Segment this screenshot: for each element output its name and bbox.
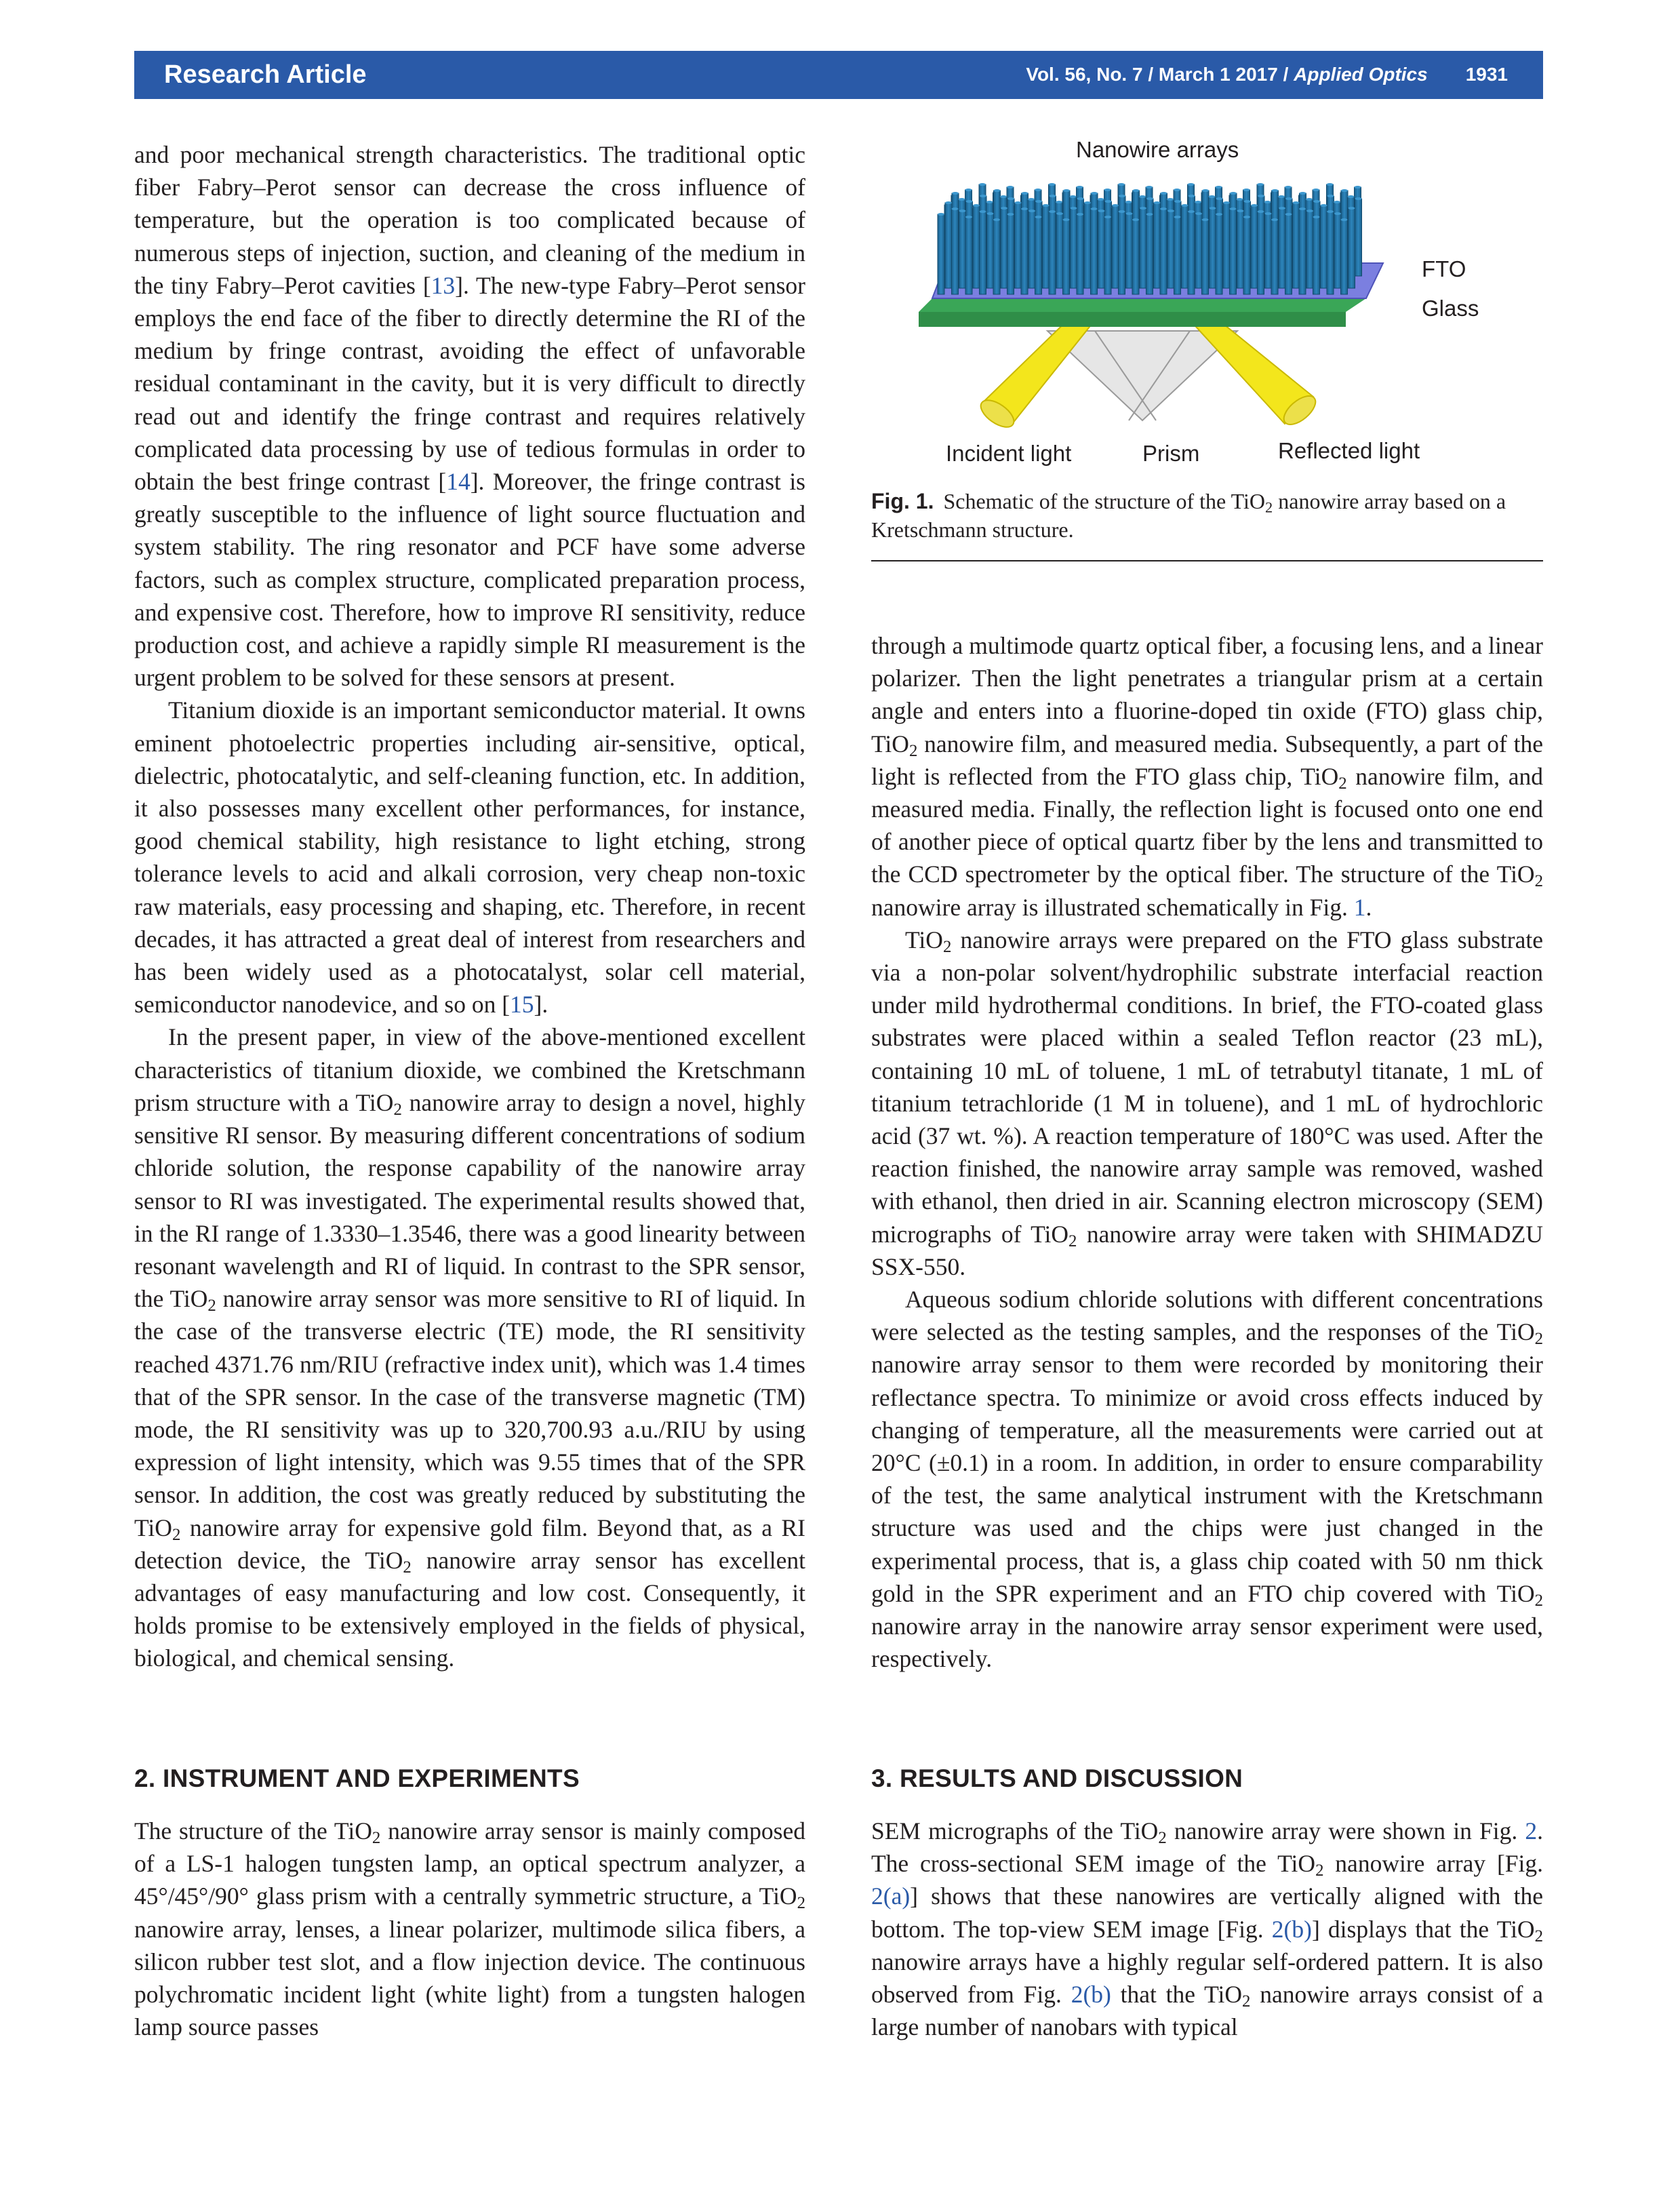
nanowire-rod-top: [1091, 192, 1098, 195]
nanowire-rod-top: [1007, 213, 1014, 216]
figure-link-2a[interactable]: 2(a): [871, 1882, 911, 1910]
nanowire-rod: [973, 205, 980, 288]
nanowire-rod: [1084, 203, 1091, 288]
nanowire-rod-top: [1035, 200, 1042, 203]
nanowire-rod-top: [966, 200, 973, 203]
nanowire-rod: [1265, 214, 1272, 288]
nanowire-rod-top: [1119, 210, 1125, 213]
nanowire-rod-top: [1355, 197, 1362, 200]
nanowire-rod-top: [1244, 200, 1251, 203]
nanowire-rod-top: [1104, 216, 1111, 218]
nanowire-rod: [1160, 209, 1167, 294]
nanowire-rod-top: [1216, 213, 1222, 216]
nanowire-rod: [1146, 214, 1153, 294]
nanowire-rod: [1243, 217, 1250, 294]
nanowire-rod-top: [1084, 201, 1091, 204]
nanowire-rod-top: [1188, 210, 1195, 213]
nanowire-rod-top: [1341, 189, 1348, 192]
nanowire-rod: [1091, 209, 1098, 294]
article-type-label: Research Article: [164, 60, 367, 89]
nanowire-rod: [1188, 212, 1195, 294]
nanowire-rod-top: [1237, 210, 1244, 212]
label-fto: FTO: [1422, 256, 1466, 281]
nanowire-rod: [987, 214, 994, 288]
nanowire-rod: [938, 214, 944, 294]
nanowire-rod: [980, 212, 986, 294]
nanowire-rod-top: [1355, 186, 1361, 189]
nanowire-rod-top: [1174, 216, 1181, 218]
section-heading-instrument: 2. INSTRUMENT AND EXPERIMENTS: [134, 1764, 580, 1792]
nanowire-rod-top: [1327, 183, 1334, 186]
nanowire-rod-top: [1313, 189, 1319, 191]
nanowire-rod-top: [1327, 195, 1334, 197]
journal-header-banner: [134, 51, 1543, 99]
nanowire-rod: [1216, 214, 1222, 294]
nanowire-rod-top: [1007, 197, 1014, 200]
nanowire-rod-top: [1188, 195, 1195, 197]
nanowire-rod-top: [1306, 198, 1313, 201]
nanowire-rod-top: [1209, 195, 1216, 198]
nanowire-rod-top: [1126, 212, 1133, 215]
paragraph-preparation: TiO$_2$ nanowire arrays were prepared on the FTO glass substrate via a non-polar solvent/hydrophilic substrate interfacial reaction under mild hydrothermal conditions. In brief, the FTO-coated glass substrates were placed within a sealed Teflon reactor (23 mL), containing 10 mL of toluene, 1 mL of tetrabutyl titanate, 1 mL of titanium tetrachloride (1 M in toluene), and 1 mL of hydrochloric acid (37 wt. %). A reaction temperature of 180°C was used. After the reaction finished, the nanowire array sample was removed, washed with ethanol, then dried in air. Scanning electron microscopy (SEM) micrographs of TiO$_2$ nanowire array were taken with SHIMADZU SSX-550.: [871, 926, 1543, 1280]
nanowire-rod-top: [1112, 204, 1119, 207]
nanowire-rod-top: [945, 201, 952, 204]
nanowire-rod-top: [1035, 216, 1042, 218]
nanowire-rod-top: [1210, 207, 1216, 210]
nanowire-rod-top: [952, 208, 959, 210]
nanowire-rod-top: [1278, 195, 1285, 198]
nanowire-rod: [1306, 211, 1313, 288]
nanowire-rod-top: [1285, 213, 1292, 216]
nanowire-rod-top: [1334, 201, 1340, 203]
label-incident-light: Incident light: [946, 441, 1072, 466]
nanowire-rod-top: [1146, 197, 1153, 200]
nanowire-rod-top: [1313, 200, 1320, 203]
right-column-text: [871, 629, 1543, 1676]
nanowire-rod-top: [1174, 200, 1181, 203]
page-number: 1931: [1465, 64, 1508, 85]
nanowire-rod-top: [1188, 183, 1195, 186]
figure-link-2b-second[interactable]: 2(b): [1071, 1981, 1111, 2009]
nanowire-rod-top: [1300, 192, 1306, 195]
nanowire-rod-top: [980, 195, 986, 197]
nanowire-rod-top: [1105, 200, 1112, 203]
nanowire-rod: [1341, 220, 1348, 294]
nanowire-rod: [1210, 208, 1216, 288]
nanowire-rod-top: [965, 189, 972, 191]
nanowire-rod-top: [1243, 216, 1250, 218]
nanowire-rod-top: [1098, 198, 1104, 201]
nanowire-rod-top: [1279, 207, 1285, 210]
journal-citation: [1026, 64, 1508, 85]
nanowire-rod-top: [1028, 210, 1035, 212]
paragraph-testing-samples: Aqueous sodium chloride solutions with different concentrations were selected as the testing samples, and the responses of the TiO$_2$ nanowire array sensor to them were recorded by monitoring their reflectance spectra. To minimize or avoid cross effects induced by changing of temperature, all the measurements were carried out at 20°C (±0.1) in a room. In addition, in order to ensure comparability of the test, the same analytical instrument with the Kretschmann structure was used and the chips were just changed in the experimental process, that is, a glass chip coated with 50 nm thick gold in the SPR experiment and an FTO chip covered with TiO$_2$ nanowire array in the nanowire array sensor experiment were used, respectively.: [871, 1286, 1543, 1673]
nanowire-rod-top: [938, 213, 944, 216]
nanowire-rod-top: [1230, 208, 1237, 210]
nanowire-rod-top: [1349, 207, 1355, 210]
nanowire-rod-top: [1258, 210, 1264, 213]
nanowire-rod-top: [1063, 189, 1070, 192]
nanowire-rod-top: [1161, 192, 1167, 195]
nanowire-rod-top: [979, 183, 986, 186]
nanowire-rod-top: [1146, 186, 1153, 189]
nanowire-rod-top: [1216, 197, 1223, 200]
nanowire-rod-top: [1202, 218, 1209, 221]
glass-layer-side: [919, 312, 1346, 327]
nanowire-rod-top: [1118, 183, 1125, 186]
nanowire-rod-top: [1167, 210, 1174, 212]
nanowire-rod-top: [1028, 198, 1035, 201]
label-nanowire-arrays: Nanowire arrays: [1076, 137, 1239, 162]
nanowire-rod-top: [1140, 207, 1146, 210]
nanowire-rod-top: [1022, 192, 1028, 195]
nanowire-rod: [1007, 214, 1014, 294]
nanowire-rod-top: [1160, 208, 1167, 210]
nanowire-rod: [1174, 217, 1181, 294]
nanowire-rod: [1230, 209, 1237, 294]
journal-name: Applied Optics: [1294, 64, 1428, 85]
nanowire-rod-top: [1077, 213, 1083, 216]
nanowire-rod-top: [1334, 212, 1341, 215]
nanowire-rod-top: [1056, 212, 1063, 215]
reference-link-13[interactable]: 13: [431, 271, 456, 299]
nanowire-rod: [1182, 205, 1188, 288]
nanowire-rod-top: [1070, 195, 1077, 198]
reference-link-14[interactable]: 14: [446, 468, 471, 496]
nanowire-rod-top: [987, 212, 994, 215]
nanowire-rod: [1223, 203, 1230, 288]
nanowire-rod: [1279, 208, 1285, 288]
nanowire-rod-top: [1341, 218, 1348, 221]
figure-1-schematic: [871, 136, 1543, 475]
nanowire-rod: [1202, 220, 1209, 294]
nanowire-rod-top: [1167, 198, 1174, 201]
label-prism: Prism: [1142, 441, 1200, 466]
nanowire-rod-top: [1050, 195, 1056, 197]
nanowire-rod: [1077, 214, 1083, 294]
nanowire-rod: [1140, 208, 1146, 288]
nanowire-rod-top: [1223, 201, 1230, 204]
nanowire-rod: [1154, 203, 1161, 288]
nanowire-rod: [1119, 212, 1125, 294]
nanowire-rod-top: [1285, 197, 1292, 200]
nanowire-rod-top: [1098, 210, 1105, 212]
nanowire-rod-top: [1091, 208, 1098, 210]
figure-caption-label: Fig. 1.: [871, 489, 934, 513]
nanowire-rod: [1001, 208, 1007, 288]
nanowire-rod-top: [1049, 210, 1056, 213]
nanowire-rod-top: [1237, 198, 1243, 201]
nanowire-rod: [1132, 220, 1139, 294]
nanowire-rod: [1028, 211, 1035, 288]
nanowire-rod-top: [1015, 201, 1022, 204]
nanowire-rod-top: [1258, 195, 1264, 197]
nanowire-rod-top: [1243, 189, 1250, 191]
nanowire-rod-top: [1293, 201, 1300, 204]
figure-link-2[interactable]: 2: [1525, 1817, 1538, 1844]
paragraph-light-path: through a multimode quartz optical fiber, a focusing lens, and a linear polarizer. Then the light penetrates a triangular prism at a certain angle and enters into a fluorine-doped tin oxide (FTO) glass chip, TiO$_2$ nanowire film, and measured media. Subsequently, a part of the light is reflected from the FTO glass chip, TiO$_2$ nanowire film, and measured media. Finally, the reflection light is focused onto one end of another piece of optical quartz fiber by the lens and transmitted to the CCD spectrometer by the optical fiber. The structure of the TiO$_2$ nanowire array is illustrated schematically in Fig. 1.: [871, 632, 1543, 921]
nanowire-rod-top: [1133, 189, 1140, 192]
nanowire-rod-top: [1035, 189, 1041, 191]
nanowire-rod-top: [980, 210, 986, 213]
nanowire-rod-top: [1195, 212, 1202, 215]
nanowire-rod-top: [986, 201, 993, 203]
nanowire-rod: [959, 211, 966, 288]
nanowire-rod: [1015, 203, 1022, 288]
nanowire-rod-top: [959, 210, 966, 212]
nanowire-rod: [1098, 211, 1105, 288]
nanowire-rod-top: [952, 192, 959, 195]
nanowire-rod-top: [1216, 186, 1222, 189]
nanowire-rod: [965, 217, 972, 294]
nanowire-rod-top: [1251, 204, 1258, 207]
nanowire-rod-top: [1071, 207, 1077, 210]
nanowire-rod-top: [1264, 201, 1271, 203]
nanowire-rod-top: [1007, 186, 1014, 189]
nanowire-rod: [1355, 199, 1362, 276]
nanowire-rod-top: [1043, 204, 1050, 207]
nanowire-rod-top: [1265, 212, 1272, 215]
nanowire-rod-top: [1049, 183, 1056, 186]
nanowire-rod-top: [1348, 195, 1355, 198]
nanowire-rod: [1056, 214, 1063, 288]
nanowire-rod-top: [1119, 195, 1125, 197]
reference-link-15[interactable]: 15: [510, 991, 534, 1019]
nanowire-rod-top: [1125, 201, 1132, 203]
nanowire-rod: [945, 203, 952, 288]
nanowire-rod-top: [1285, 186, 1292, 189]
nanowire-rod-top: [1146, 213, 1153, 216]
nanowire-rod-top: [1202, 189, 1209, 192]
nanowire-rod: [1035, 217, 1042, 294]
nanowire-rod: [1271, 220, 1278, 294]
nanowire-rod-top: [1063, 218, 1070, 221]
nanowire-rod: [1112, 205, 1119, 288]
nanowire-rod-top: [1182, 204, 1188, 207]
nanowire-rod: [1021, 209, 1028, 294]
nanowire-rod-top: [1230, 192, 1237, 195]
nanowire-rod-top: [1154, 201, 1161, 204]
nanowire-rod: [1167, 211, 1174, 288]
section-heading-results: 3. RESULTS AND DISCUSSION: [871, 1764, 1243, 1792]
nanowire-rod-top: [1056, 201, 1062, 203]
nanowire-rod-top: [1195, 201, 1201, 203]
volume-issue-date: Vol. 56, No. 7 / March 1 2017 /: [1026, 64, 1294, 85]
nanowire-rod-top: [1327, 210, 1334, 213]
nanowire-rod-top: [1139, 195, 1146, 198]
nanowire-rod-top: [1001, 207, 1007, 210]
nanowire-rod-top: [993, 218, 1000, 221]
nanowire-rod: [1285, 214, 1292, 294]
nanowire-rod: [952, 209, 959, 294]
nanowire-rod: [1195, 214, 1202, 288]
nanowire-rod: [1299, 209, 1306, 294]
paragraph-instrument: The structure of the TiO$_2$ nanowire array sensor is mainly composed of a LS-1 halogen tungsten lamp, an optical spectrum analyzer, a 45°/45°/90° glass prism with a centrally symmetric structure, a TiO$_2$ nanowire array, lenses, a linear polarizer, multimode silica fibers, a silicon rubber test slot, and a flow injection device. The continuous polychromatic incident light (white light) from a tungsten halogen lamp source passes: [134, 1817, 805, 2041]
nanowire-rod: [1043, 205, 1050, 288]
nanowire-rod: [1251, 205, 1258, 288]
nanowire-rod: [1126, 214, 1133, 288]
nanowire-rod: [1063, 220, 1070, 294]
nanowire-rod: [993, 220, 1000, 294]
nanowire-rod: [1293, 203, 1300, 288]
nanowire-rod-top: [1271, 218, 1278, 221]
nanowire-rod: [1334, 214, 1341, 288]
nanowire-rod: [1071, 208, 1077, 288]
nanowire-rod-top: [1174, 189, 1180, 191]
nanowire-array: [938, 183, 1362, 294]
nanowire-rod-top: [1299, 208, 1306, 210]
glass-layer: [919, 298, 1366, 312]
nanowire-rod: [1321, 205, 1327, 288]
nanowire-rod-top: [965, 216, 972, 218]
caption-divider: [871, 560, 1543, 561]
nanowire-rod-top: [1021, 208, 1028, 210]
nanowire-rod-top: [1257, 183, 1264, 186]
figure-1-caption: Fig. 1. Schematic of the structure of the TiO$_2$ nanowire array based on a Kretschmann structure.: [871, 489, 1506, 542]
nanowire-rod-top: [1313, 216, 1320, 218]
nanowire-rod: [1049, 212, 1056, 294]
nanowire-rod-top: [959, 198, 965, 201]
left-column-text: [134, 138, 805, 1675]
section3-text: [871, 1815, 1543, 2043]
paragraph-sem: SEM micrographs of the TiO$_2$ nanowire array were shown in Fig. 2. The cross-sectional SEM image of the TiO$_2$ nanowire array [Fig. 2(a)] shows that these nanowires are vertically aligned with the bottom. The top-view SEM image [Fig. 2(b)] displays that the TiO$_2$ nanowire arrays have a highly regular self-ordered pattern. It is also observed from Fig. 2(b) that the TiO$_2$ nanowire arrays consist of a large number of nanobars with typical: [871, 1817, 1544, 2041]
nanowire-rod-top: [1104, 189, 1111, 191]
nanowire-rod-top: [1272, 189, 1279, 192]
nanowire-rod: [1327, 212, 1334, 294]
nanowire-rod: [1258, 212, 1264, 294]
paragraph-intro-continued: and poor mechanical strength characteristics. The traditional optic fiber Fabry–Perot sensor can decrease the cross influence of temperature, but the operation is too complicated because of numerous steps of injection, suction, and cleaning of the medium in the tiny Fabry–Perot cavities [13]. The new-type Fabry–Perot sensor employs the end face of the fiber to directly determine the RI of the medium by fringe contrast, avoiding the effect of unfavorable residual contaminant in the cavity, but it is very difficult to directly read out and identify the fringe contrast and requires relatively complicated data processing by use of tedious formulas in order to obtain the best fringe contrast [14]. Moreover, the fringe contrast is greatly susceptible to the influence of light source fluctuation and system stability. The ring resonator and PCF have some adverse factors, such as complex structure, complicated preparation process, and expensive cost. Therefore, how to improve RI sensitivity, reduce production cost, and achieve a rapidly simple RI measurement is the urgent problem to be solved for these sensors at present.: [134, 141, 805, 692]
nanowire-rod: [1313, 217, 1320, 294]
section2-text: [134, 1815, 805, 2043]
nanowire-rod-top: [1077, 186, 1083, 189]
nanowire-rod: [1349, 208, 1355, 288]
nanowire-rod: [1237, 211, 1244, 288]
nanowire-rod-top: [1077, 197, 1084, 200]
nanowire-rod-top: [994, 189, 1001, 192]
figure-link-1[interactable]: 1: [1353, 893, 1366, 921]
nanowire-rod: [1104, 217, 1111, 294]
nanowire-rod-top: [1321, 204, 1327, 207]
nanowire-rod-top: [1132, 218, 1139, 221]
nanowire-rod-top: [1000, 195, 1007, 198]
nanowire-rod-top: [973, 204, 980, 207]
nanowire-rod-top: [1306, 210, 1313, 212]
figure-link-2b[interactable]: 2(b): [1271, 1915, 1312, 1943]
paragraph-titanium-dioxide: Titanium dioxide is an important semiconductor material. It owns eminent photoelectric properties including air-sensitive, optical, dielectric, photocatalytic, and self-cleaning function, etc. In addition, it also possesses many excellent other performances, for instance, good chemical stability, high resistance to light etching, strong tolerance levels to acid and alkali corrosion, very cheap non-toxic raw materials, easy processing and shaping, etc. Therefore, in recent decades, it has attracted a great deal of interest from researchers and has been widely used as a photocatalyst, solar cell material, semiconductor nanodevice, and so on [15].: [134, 696, 805, 1019]
label-glass: Glass: [1422, 296, 1479, 321]
paragraph-present-paper: In the present paper, in view of the above-mentioned excellent characteristics of titanium dioxide, we combined the Kretschmann prism structure with a TiO$_2$ nanowire array to design a novel, highly sensitive RI sensor. By measuring different concentrations of sodium chloride solution, the response capability of the nanowire array sensor to RI was investigated. The experimental results showed that, in the RI range of 1.3330–1.3546, there was a good linearity between resonant wavelength and RI of liquid. In contrast to the SPR sensor, the TiO$_2$ nanowire array sensor was more sensitive to RI of liquid. In the case of the transverse electric (TE) mode, the RI sensitivity reached 4371.76 nm/RIU (refractive index unit), which was 1.4 times that of the SPR sensor. In the case of the transverse magnetic (TM) mode, the RI sensitivity was up to 320,700.93 a.u./RIU by using expression of light intensity, which was 9.55 times that of the SPR sensor. In addition, the cost was greatly reduced by substituting the TiO$_2$ nanowire array for expensive gold film. Beyond that, as a RI detection device, the TiO$_2$ nanowire array sensor has excellent advantages of easy manufacturing and low cost. Consequently, it holds promise to be extensively employed in the fields of physical, biological, and chemical sensing.: [134, 1023, 805, 1672]
label-reflected-light: Reflected light: [1278, 438, 1420, 463]
